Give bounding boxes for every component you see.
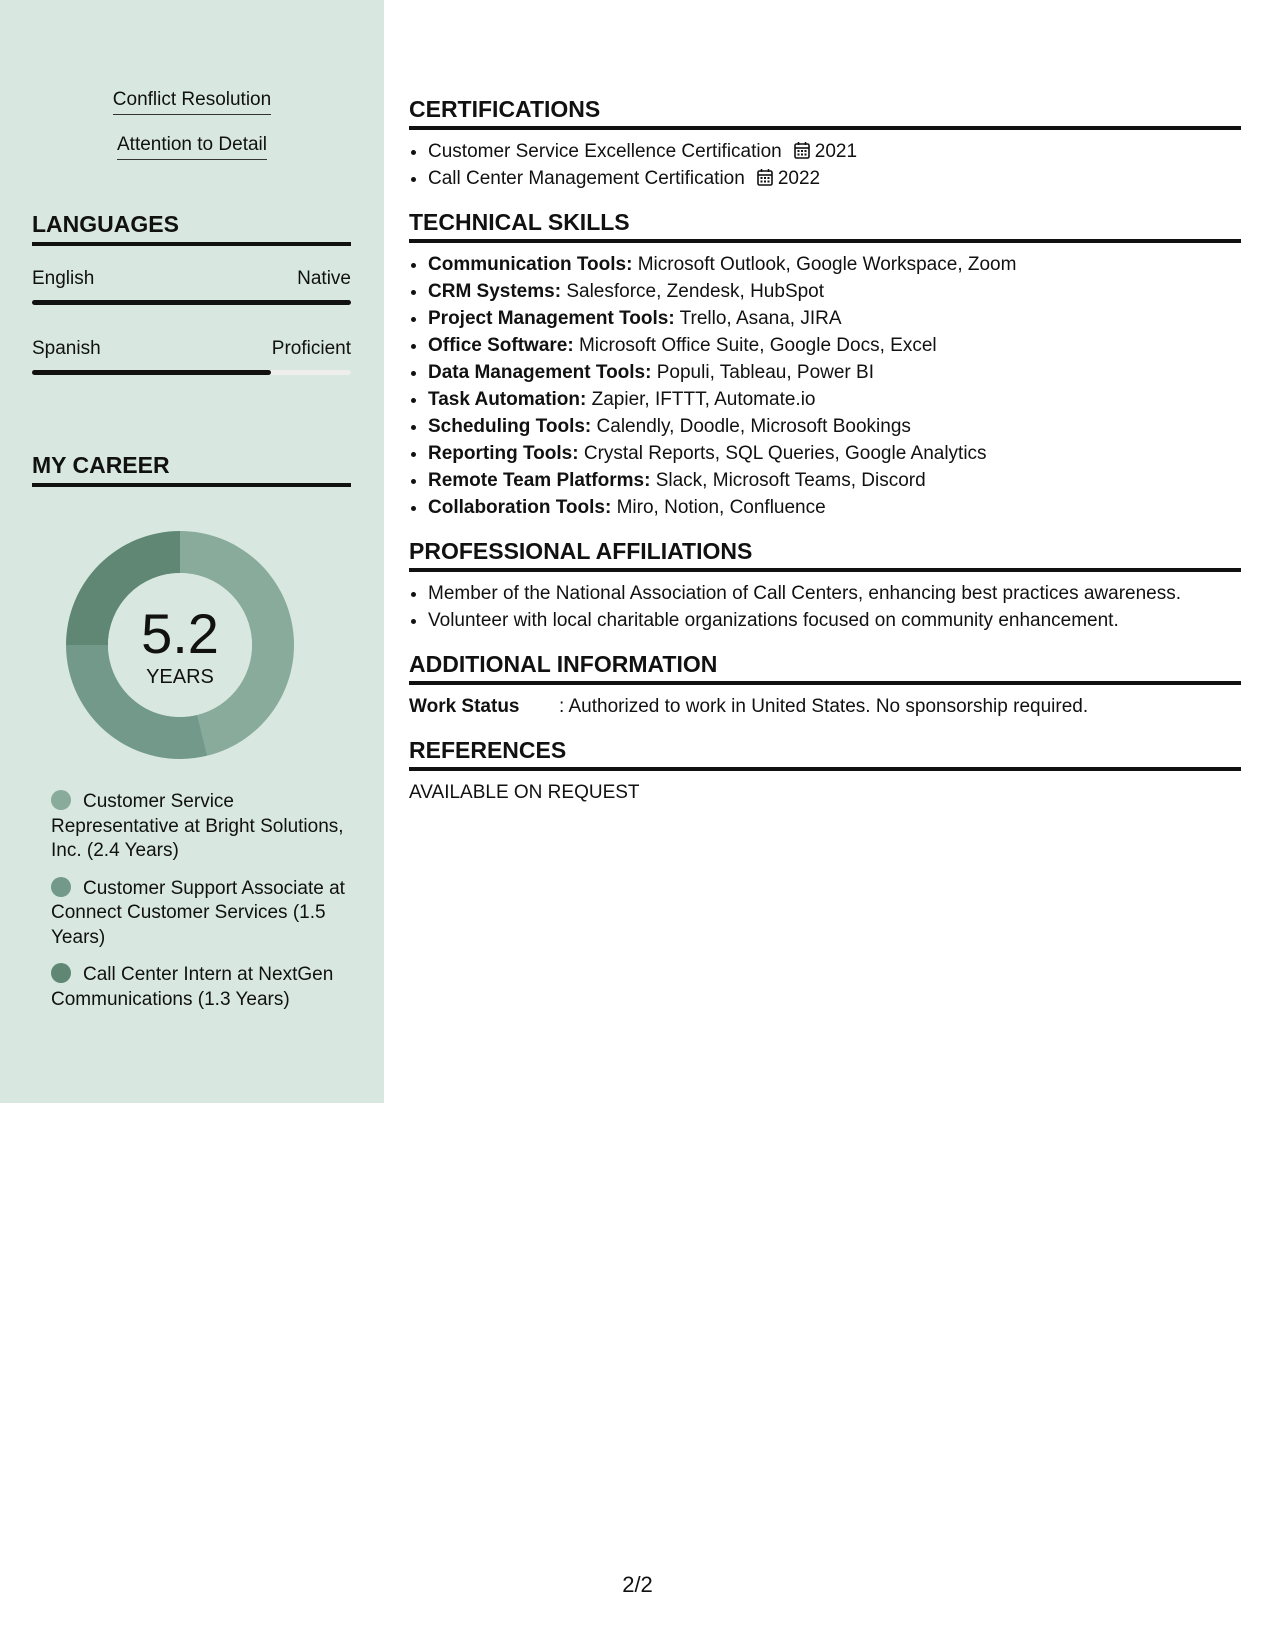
sidebar — [0, 0, 384, 1103]
skill-values: Crystal Reports, SQL Queries, Google Analytics — [583, 443, 987, 464]
skill-category: Project Management Tools: — [428, 308, 675, 329]
skill-values: Salesforce, Zendesk, HubSpot — [566, 281, 825, 302]
technical-skill-item — [428, 359, 1241, 386]
skill-category: Collaboration Tools: — [428, 497, 612, 518]
certification-year: 2022 — [777, 168, 821, 189]
work-status-value: : Authorized to work in United States. No sponsorship required. — [559, 696, 1089, 717]
skill-category: Remote Team Platforms: — [428, 470, 651, 491]
language-proficiency-bar — [32, 370, 351, 375]
affiliations-heading: PROFESSIONAL AFFILIATIONS — [409, 538, 1241, 572]
language-name: Spanish — [32, 338, 101, 359]
language-proficiency-bar — [32, 300, 351, 305]
career-heading: MY CAREER — [32, 452, 351, 487]
technical-skills-heading: TECHNICAL SKILLS — [409, 209, 1241, 243]
technical-skills-list — [409, 251, 1241, 521]
certifications-heading: CERTIFICATIONS — [409, 96, 1241, 130]
career-legend-label: Customer Service Representative at Bright Solutions, Inc. (2.4 Years) — [51, 791, 344, 861]
skill-values: Trello, Asana, JIRA — [679, 308, 842, 329]
language-name: English — [32, 268, 95, 289]
career-legend-label: Customer Support Associate at Connect Customer Services (1.5 Years) — [51, 877, 345, 948]
technical-skill-item — [428, 332, 1241, 359]
skill-values: Miro, Notion, Confluence — [616, 497, 826, 518]
technical-skill-item — [428, 440, 1241, 467]
skill-tag-label: Attention to Detail — [117, 134, 267, 160]
languages-heading: LANGUAGES — [32, 211, 351, 246]
career-total-unit: YEARS — [146, 666, 214, 688]
skill-category: CRM Systems: — [428, 281, 562, 302]
certification-name: Call Center Management Certification — [428, 168, 745, 189]
technical-skill-item — [428, 413, 1241, 440]
language-level: Proficient — [271, 338, 351, 359]
skill-category: Data Management Tools: — [428, 362, 652, 383]
certifications-list — [409, 138, 1241, 192]
skill-values: Populi, Tableau, Power BI — [656, 362, 874, 383]
technical-skill-item — [428, 305, 1241, 332]
technical-skill-item — [428, 494, 1241, 521]
technical-skill-item — [428, 278, 1241, 305]
technical-skill-item — [428, 467, 1241, 494]
skill-tag-label: Conflict Resolution — [113, 89, 271, 115]
legend-dot-icon — [51, 963, 71, 983]
language-level: Native — [297, 268, 351, 289]
legend-dot-icon — [51, 877, 71, 897]
work-status-label: Work Status — [409, 696, 520, 717]
calendar-icon — [794, 141, 810, 159]
work-status-row — [409, 693, 1241, 720]
affiliation-item: • Member of the National Association of Call Centers, enhancing best practices awareness. — [428, 580, 1241, 607]
certification-name: Customer Service Excellence Certification — [428, 141, 782, 162]
career-legend-item — [51, 963, 351, 1012]
certification-year: 2021 — [814, 141, 858, 162]
references-heading: REFERENCES — [409, 737, 1241, 771]
skill-values: Zapier, IFTTT, Automate.io — [591, 389, 816, 410]
main-content — [409, 96, 1241, 806]
skill-values: Microsoft Office Suite, Google Docs, Excel — [578, 335, 937, 356]
skill-values: Calendly, Doodle, Microsoft Bookings — [596, 416, 911, 437]
references-text: AVAILABLE ON REQUEST — [409, 782, 640, 803]
page-number: 2/2 — [622, 1572, 653, 1597]
skill-category: Scheduling Tools: — [428, 416, 592, 437]
career-legend-item — [51, 790, 351, 864]
skill-tag — [0, 134, 384, 160]
skill-tag — [0, 89, 384, 115]
technical-skill-item — [428, 251, 1241, 278]
career-legend-item — [51, 877, 351, 951]
skill-values: Microsoft Outlook, Google Workspace, Zoom — [637, 254, 1017, 275]
affiliations-list — [409, 580, 1241, 634]
skill-values: Slack, Microsoft Teams, Discord — [655, 470, 926, 491]
additional-info-heading: ADDITIONAL INFORMATION — [409, 651, 1241, 685]
language-proficiency-fill — [32, 370, 271, 375]
technical-skill-item — [428, 386, 1241, 413]
calendar-icon — [757, 168, 773, 186]
language-proficiency-fill — [32, 300, 351, 305]
certification-item — [428, 165, 1241, 192]
certification-item — [428, 138, 1241, 165]
legend-dot-icon — [51, 790, 71, 810]
skill-category: Reporting Tools: — [428, 443, 579, 464]
skill-category: Communication Tools: — [428, 254, 633, 275]
career-total-value: 5.2 — [141, 602, 219, 665]
skill-category: Task Automation: — [428, 389, 587, 410]
career-legend-label: Call Center Intern at NextGen Communications (1.3 Years) — [51, 964, 334, 1010]
career-legend — [51, 790, 351, 1025]
affiliation-item: • Volunteer with local charitable organizations focused on community enhancement. — [428, 607, 1241, 634]
skill-category: Office Software: — [428, 335, 574, 356]
